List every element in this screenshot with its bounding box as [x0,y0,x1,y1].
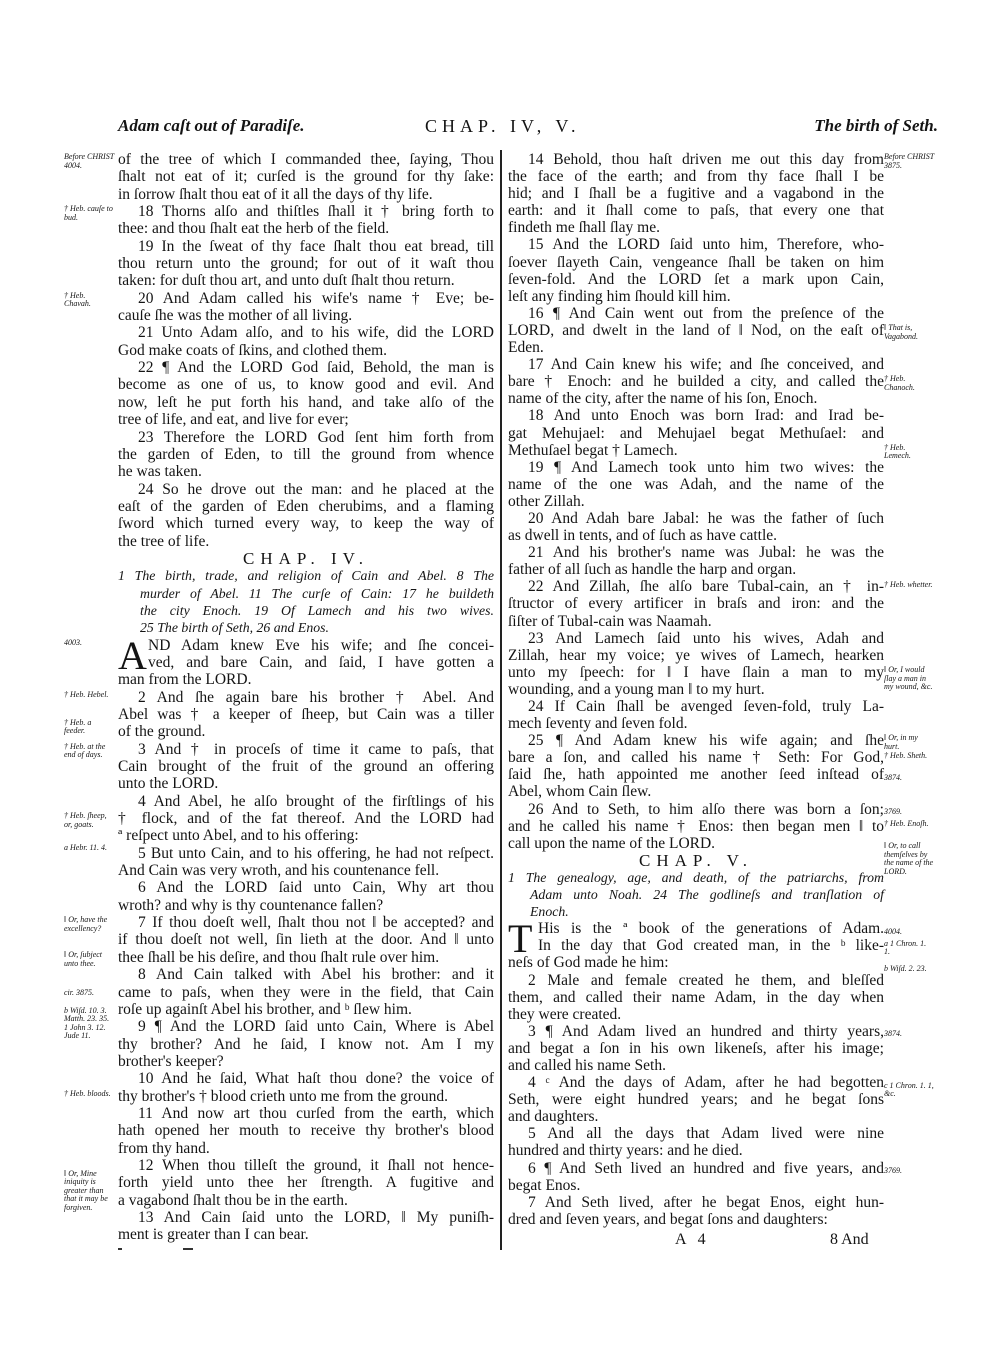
text-line [118,984,494,1001]
text-line [118,1001,494,1018]
text-line [118,1105,494,1122]
line-text: In the day that God created man, in the ᵇ like- [538,937,884,955]
text-line [508,271,884,288]
text-line [118,307,494,324]
line-text: them, and called their name Adam, in the day when [508,988,884,1006]
line-text: Abel was † a keeper of ſheep, but Cain was a tiller [118,706,494,723]
line-text: other Zillah. [508,492,585,510]
line-text: ſtructor of every artificer in braſs and iron: and the [508,595,884,613]
line-text: in ſorrow ſhalt thou eat of it all the days of thy life. [118,185,433,203]
text-line [118,879,494,896]
line-text: unto my ſpeech: for ‖ I have ſlain a man to my [508,663,884,681]
text-line [508,1057,884,1074]
text-line [118,1192,494,1209]
margin-note: 3874. [884,1029,902,1039]
text-line [118,220,494,237]
line-text: thy brother? And he ſaid, I know not. Am I my [118,1035,494,1053]
line-text: tree of life, and eat, and live for ever; [118,411,349,429]
text-line [118,775,494,792]
text-line [508,236,884,253]
text-line [508,407,884,424]
line-text: now, leſt he put forth his hand, and take alſo of the [118,393,494,411]
line-text: ſiſter of Tubal-cain was Naamah. [508,612,712,630]
margin-note: Before CHRIST 4004. [64,152,114,170]
text-line [118,689,494,706]
chapter-heading [508,852,884,869]
line-text: Eden. [508,339,544,357]
text-line [508,151,884,168]
line-text: wroth? and why is thy countenance fallen? [118,896,384,914]
margin-note: † Heb. bloods. [64,1088,111,1098]
text-line [118,897,494,914]
margin-note: † Heb. Sheth. [884,750,928,760]
text-line [508,373,884,390]
line-text: 2 Male and female created he them, and bleſſed [528,971,884,989]
chapter-summary-line [118,567,494,584]
text-line [508,544,884,561]
margin-note: 3769. [884,806,902,816]
margin-note: cir. 3875. [64,988,94,998]
line-text: from thy hand. [118,1139,210,1157]
line-text: begat Enos. [508,1176,581,1194]
margin-note: ‖ Or, ſubject unto thee. [64,950,103,968]
line-text: ment is greater than I can bear. [118,1226,309,1244]
line-text: of the tree of which I commanded thee, ſaying, Thou [118,151,494,168]
line-text: 25 ¶ And Adam knew his wife again; and ſhe [528,732,884,750]
text-line [118,931,494,948]
line-text: 2 And ſhe again bare his brother † Abel. And [138,688,494,706]
text-line [118,238,494,255]
text-line [508,783,884,800]
margin-note: b Wiſd. 2. 23. [884,964,927,974]
line-text: the face of the earth; and from thy face ſhall I be [508,168,884,186]
line-text: and begat a ſon in his own likeneſs, after his image; [508,1039,884,1057]
line-text: 4 And Abel, he alſo brought of the firſtlings of his [138,792,494,810]
text-line [118,515,494,532]
margin-note: † Heb. Chavah. [64,290,91,309]
margin-note: ‖ Or, I would ſlay a man in my wound, &c. [884,665,933,691]
margin-note: 3874. [884,772,902,782]
line-text: name of the city, after the name of his ſon, Enoch. [508,390,818,408]
left-text-column [118,151,494,1244]
line-text: 24 So he drove out the man: and he placed at the [138,480,494,498]
text-line [118,845,494,862]
text-line [118,290,494,307]
line-text: 23 And Lamech ſaid unto his wives, Adah and [528,629,884,647]
line-text: 25 The birth of Seth, 26 and Enos. [140,620,329,636]
text-line [508,1074,884,1091]
text-line [508,561,884,578]
line-text: CHAP. IV. [243,548,369,568]
text-line [118,359,494,376]
text-line [508,425,884,442]
margin-note: † Heb. cauſe to bud. [64,204,113,222]
line-text: taken: for duſt thou art, and unto duſt ſhalt thou return. [118,272,455,290]
text-line [118,723,494,740]
line-text: Zillah, hear my voice; ye wives of Lamech, hearken [508,646,884,664]
text-line [118,446,494,463]
line-text: 21 And his brother's name was Jubal: he was the [528,544,884,562]
text-line [508,972,884,989]
line-text: came to paſs, when they were in the field, that Cain [118,983,494,1001]
margin-note: ‖ Or, have the excellency? [64,915,108,933]
line-text: name of the one was Adah, and the name of the [508,475,884,493]
text-line [508,185,884,202]
text-line [118,1140,494,1157]
text-line [118,1088,494,1105]
line-text: 18 Thorns alſo and thiſtles ſhall it † bring forth to [138,203,494,221]
line-text: Cain brought of the fruit of the ground an offering [118,758,494,776]
line-text: thee ſhall be his deſire, and thou ſhalt rule over him. [118,948,440,966]
margin-note: ‖ That is, Vagabond. [884,323,918,341]
text-line [508,459,884,476]
line-text: 15 And the LORD ſaid unto him, Therefore, who- [528,236,884,254]
line-text: father of all ſuch as handle the harp and organ. [508,561,797,579]
catchword: 8 And [830,1231,869,1248]
line-text: ſword which turned every way, to keep the way of [118,515,494,533]
line-text: he was taken. [118,463,202,481]
text-line [508,835,884,852]
text-line [118,741,494,758]
text-line [118,342,494,359]
text-line [508,1108,884,1125]
text-line [118,481,494,498]
text-line [508,578,884,595]
margin-note: † Heb. at the end of days. [64,741,106,760]
line-text: earth: and it ſhall come to paſs, that every one that [508,202,884,220]
text-line [508,1177,884,1194]
line-text: hath opened her mouth to receive thy brother's blood [118,1122,494,1140]
text-line [508,818,884,835]
line-text: forth yield unto thee her ſtrength. A fugitive and [118,1174,494,1192]
text-line [118,1226,494,1243]
line-text: as dwell in tents, and of ſuch as have cattle. [508,527,778,545]
text-line [508,698,884,715]
line-text: 4 ᶜ And the days of Adam, after he had begotten [528,1074,884,1092]
text-line [508,390,884,407]
line-text: 22 ¶ And the LORD God ſaid, Behold, the man is [138,359,494,377]
line-text: roſe up againſt Abel his brother, and ᵇ ſlew him. [118,1000,412,1018]
chapter-summary-line [508,886,884,903]
text-line [118,758,494,775]
margin-note: † Heb. a feeder. [64,717,92,736]
text-line [508,254,884,271]
text-line [508,1142,884,1159]
signature-mark: A 4 [675,1231,710,1248]
text-line [508,766,884,783]
line-text: dred and ſeven years, and begat ſons and daughters: [508,1210,828,1228]
text-line [118,1018,494,1035]
margin-note: 4003. [64,637,82,647]
line-text: Adam unto Noah. 24 The godlineſs and tranſlation of [530,887,884,903]
line-text: 21 Unto Adam alſo, and to his wife, did the LORD [138,324,494,342]
line-text: LORD, and dwelt in the land of ‖ Nod, on the eaſt of [508,321,884,339]
line-text: 6 ¶ And Seth lived an hundred and five years, and [528,1159,884,1177]
line-text: and he called his name † Enos: then began men ‖ to [508,817,884,835]
line-text: 6 And the LORD ſaid unto Cain, Why art thou [138,879,494,897]
line-text: 14 Behold, thou haſt driven me out this day from [528,151,884,168]
text-line [118,914,494,931]
line-text: 17 And Cain knew his wife; and ſhe conceived, and [528,356,884,374]
line-text: 18 And unto Enoch was born Irad: and Irad be- [528,407,884,425]
chapter-summary-line [118,602,494,619]
text-line [118,203,494,220]
line-text: unto the LORD. [118,775,219,793]
line-text: eaſt of the garden of Eden cherubims, and a flaming [118,497,494,515]
line-text: neſs of God made he him: [508,954,669,972]
chapter-summary-line [118,585,494,602]
line-text: hid; and I ſhall be a fugitive and a vagabond in the [508,185,884,203]
margin-note: b Wiſd. 10. 3. Matth. 23. 35. 1 John 3. 12. Jude 11. [64,1005,110,1041]
chapter-summary-line [508,869,884,886]
text-line [508,613,884,630]
line-text: Enoch. [530,904,569,920]
line-text: 9 ¶ And the LORD ſaid unto Cain, Where is Abel [138,1018,494,1036]
text-line [118,1036,494,1053]
line-text: 1 The birth, trade, and religion of Cain and Abel. 8 The [118,568,494,584]
margin-note: † Heb. ſheep, or, goats. [64,811,107,829]
line-text: the tree of life. [118,532,210,550]
text-line [508,630,884,647]
right-text-column [508,151,884,1228]
text-line [508,1160,884,1177]
text-line [508,442,884,459]
line-text: leſt any finding him ſhould kill him. [508,287,731,305]
text-line [118,255,494,272]
text-line [118,186,494,203]
line-text: gat Mehujael: and Mehujael begat Methuſael: and [508,424,884,442]
line-text: 1 The genealogy, age, and death, of the patriarchs, from [508,869,884,885]
text-line [118,463,494,480]
text-line [508,1211,884,1228]
line-text: Methuſael begat † Lamech. [508,441,678,459]
line-text: Abel, whom Cain ſlew. [508,783,652,801]
margin-note: a 1 Chron. 1. 1. [884,938,927,957]
line-text: CHAP. V. [639,850,753,870]
line-text: man from the LORD. [118,671,252,689]
line-text: 7 And Seth lived, after he begat Enos, eight hun- [528,1193,884,1211]
margin-note: † Heb. Chanoch. [884,374,915,392]
line-text: 23 Therefore the LORD God ſent him forth from [138,428,494,446]
running-head-right: The birth of Seth. [814,116,938,135]
text-line [508,954,884,971]
line-text: 5 And all the days that Adam lived were nine [528,1125,884,1143]
line-text: they were created. [508,1005,622,1023]
line-text: brother's keeper? [118,1052,224,1070]
line-text: 20 And Adah bare Jabal: he was the father of ſuch [528,509,884,527]
text-line [118,1174,494,1191]
text-line [508,168,884,185]
line-text: ſeven-fold. And the LORD ſet a mark upon Cain, [508,270,884,288]
text-line [118,151,494,168]
text-line [508,715,884,732]
text-line [118,533,494,550]
text-line [118,376,494,393]
text-line [508,339,884,356]
line-text: murder of Abel. 11 The curſe of Cain: 17 he buildeth [140,585,494,601]
text-line [508,1023,884,1040]
line-text: 16 ¶ And Cain went out from the preſence of the [528,304,884,322]
line-text: the garden of Eden, to till the ground from whence [118,445,494,463]
line-text: 19 ¶ And Lamech took unto him two wives: the [528,458,884,476]
text-line [118,654,494,671]
text-line [118,1157,494,1174]
line-text: Seth, were eight hundred years; and he begat ſons [508,1091,884,1109]
text-line [508,219,884,236]
line-text: ª reſpect unto Abel, and to his offering: [118,827,359,845]
line-text: and daughters. [508,1108,599,1126]
chapter-running-head: CHAP. IV, V. [425,116,581,136]
text-line [508,1091,884,1108]
line-text: and called his name Seth. [508,1056,666,1074]
text-line [118,411,494,428]
chapter-summary-line [508,903,884,920]
text-line [118,862,494,879]
text-line [118,827,494,844]
line-text: of the ground. [118,723,206,741]
text-line [508,288,884,305]
text-line [508,493,884,510]
text-line [508,510,884,527]
text-line [508,664,884,681]
text-line [508,681,884,698]
ink-mark [183,1248,193,1250]
text-line [508,595,884,612]
line-text: thee: and thou ſhalt eat the herb of the field. [118,220,390,238]
text-line [118,966,494,983]
line-text: ved, and bare Cain, and ſaid, I have gotten a [148,653,494,671]
margin-note: ‖ Or, in my hurt. [884,733,918,751]
line-text: bare † Enoch: and he builded a city, and called the [508,373,884,391]
text-line [118,1209,494,1226]
line-text: call upon the name of the LORD. [508,834,716,852]
line-text: 13 And Cain ſaid unto the LORD, ‖ My puniſh- [138,1208,494,1226]
text-line [508,305,884,322]
line-text: the city Enoch. 19 Of Lamech and his two wives. [140,602,494,618]
line-text: bare a ſon, and called his name † Seth: For God, [508,749,884,767]
margin-note: 4004. [884,926,902,936]
text-line [508,1006,884,1023]
margin-note: ‖ Or, Mine iniquity is greater than that it may be forgiven. [64,1168,108,1212]
text-line [508,356,884,373]
line-text: 19 In the ſweat of thy face ſhalt thou eat bread, till [138,237,494,255]
line-text: His is the ª book of the generations of Adam. [538,920,884,938]
text-line [508,749,884,766]
line-text: 7 If thou doeſt well, ſhalt thou not ‖ be accepted? and [138,914,494,932]
margin-note: † Heb. Hebel. [64,689,109,699]
chapter-summary-line [118,619,494,636]
text-line [118,810,494,827]
line-text: 3 ¶ And Adam lived an hundred and thirty years, [528,1022,884,1040]
line-text: 11 And now art thou curſed from the earth, which [138,1104,494,1122]
line-text: hundred and thirty years: and he died. [508,1142,743,1160]
text-line [118,324,494,341]
line-text: 24 If Cain ſhall be avenged ſeven-fold, truly La- [528,698,884,715]
line-text: ſaid ſhe, hath appointed me another ſeed inſtead of [508,766,884,784]
text-line [508,1040,884,1057]
line-text: 20 And Adam called his wife's name † Eve; be- [138,289,494,307]
text-line [118,671,494,688]
ink-mark [118,1248,122,1250]
line-text: become as one of us, to know good and evil. And [118,376,494,394]
line-text: findeth me ſhall ſlay me. [508,219,660,237]
text-line [508,1194,884,1211]
text-line [508,732,884,749]
margin-note: † Heb. Enoſh. [884,818,929,828]
text-line [508,202,884,219]
text-line [508,322,884,339]
margin-note: ‖ Or, to call themſelves by the name of the LORD. [884,841,934,876]
text-line [118,949,494,966]
margin-note: c 1 Chron. 1. 1, &c. [884,1080,934,1099]
margin-note: † Heb. whetter. [884,579,933,589]
text-line [508,1125,884,1142]
text-line [508,476,884,493]
text-line [118,706,494,723]
line-text: ND Adam knew Eve his wife; and ſhe concei- [148,636,494,654]
text-line [118,1122,494,1139]
line-text: 26 And to Seth, to him alſo there was born a ſon; [528,800,884,818]
text-line [508,937,884,954]
line-text: thou return unto the ground; for out of it waſt thou [118,255,494,273]
running-head-left: Adam caſt out of Paradiſe. [118,116,305,135]
line-text: 22 And Zillah, ſhe alſo bare Tubal-cain, an † in- [528,578,884,596]
text-line [118,272,494,289]
text-line [508,647,884,664]
margin-note: a Hebr. 11. 4. [64,842,107,852]
text-line [118,429,494,446]
chapter-heading [118,550,494,567]
line-text: 8 And Cain talked with Abel his brother: and it [138,966,494,984]
margin-note: 3769. [884,1166,902,1176]
line-text: a vagabond ſhalt thou be in the earth. [118,1191,348,1209]
text-line [118,1053,494,1070]
line-text: And Cain was very wroth, and his countenance fell. [118,862,440,880]
text-line [118,394,494,411]
line-text: cauſe ſhe was the mother of all living. [118,307,353,325]
line-text: ſoever ſlayeth Cain, vengeance ſhall be taken on him [508,253,884,271]
margin-note: † Heb. Lemech. [884,442,911,461]
line-text: ſhalt not eat of it; curſed is the ground for thy ſake: [118,168,494,186]
drop-cap: A [118,632,147,678]
margin-note: Before CHRIST 3875. [884,152,934,170]
text-line [118,498,494,515]
text-line [508,527,884,544]
line-text: 5 But unto Cain, and to his offering, he had not reſpect. [138,844,494,862]
line-text: if thou doeſt not well, ſin lieth at the door. And ‖ unto [118,931,494,949]
line-text: mech ſeventy and ſeven fold. [508,715,688,733]
text-line [118,1070,494,1087]
line-text: † flock, and of the fat thereof. And the LORD had [118,810,494,828]
text-line [118,793,494,810]
line-text: wounding, and a young man ‖ to my hurt. [508,680,765,698]
drop-cap: T [508,916,533,962]
text-line [118,168,494,185]
column-divider [500,150,502,1250]
line-text: 10 And he ſaid, What haſt thou done? the voice of [138,1070,494,1088]
line-text: 12 When thou tilleſt the ground, it ſhall not hence- [138,1156,494,1174]
line-text: God make coats of ſkins, and clothed them. [118,341,388,359]
text-line [508,989,884,1006]
line-text: 3 And † in proceſs of time it came to paſs, that [138,740,494,758]
text-line [508,801,884,818]
line-text: thy brother's † blood crieth unto me from the ground. [118,1087,448,1105]
